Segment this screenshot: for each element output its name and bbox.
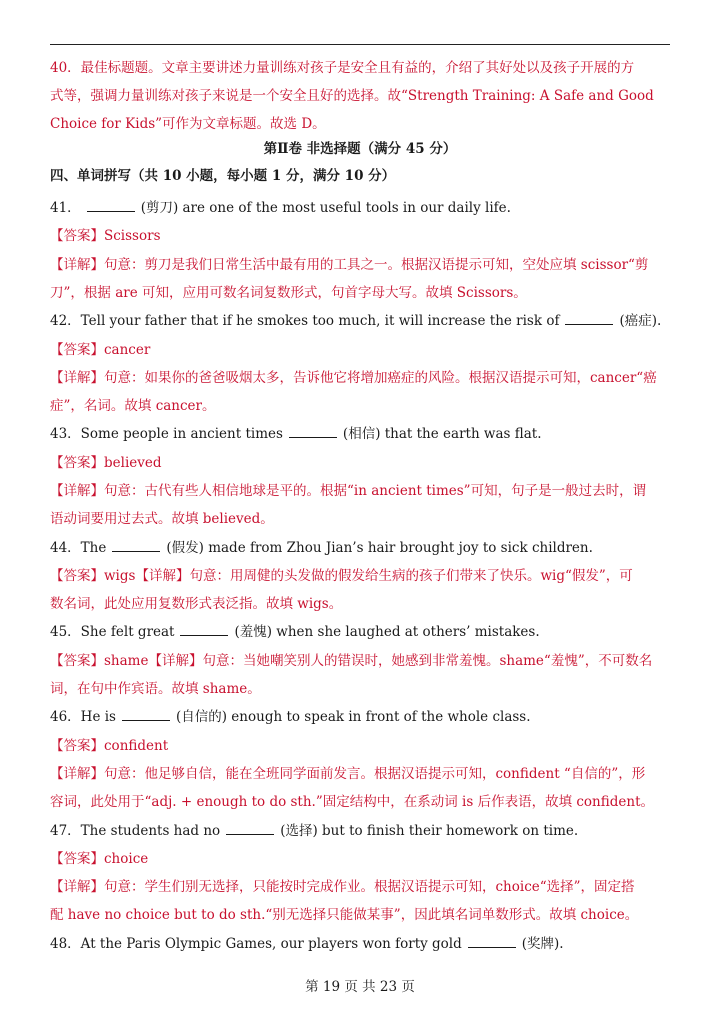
q47-blank bbox=[226, 821, 274, 835]
q42-answer: 【答案】cancer bbox=[50, 342, 151, 358]
q43-text-after: (相信) that the earth was flat. bbox=[342, 426, 542, 442]
q41-text: (剪刀) are one of the most useful tools in our daily life. bbox=[140, 200, 511, 216]
question-48 bbox=[50, 934, 670, 956]
q42-text-after: (癌症). bbox=[619, 313, 662, 329]
q46-explanation-line1: 【详解】句意：他足够自信，能在全班同学面前发言。根据汉语提示可知，confident “自信的”，形 bbox=[50, 766, 646, 782]
question-42 bbox=[50, 311, 670, 333]
q42-explanation-line1: 【详解】句意：如果你的爸爸吸烟太多，告诉他它将增加癌症的风险。根据汉语提示可知，cancer“癌 bbox=[50, 370, 657, 386]
q44-text-before: 44．The bbox=[50, 540, 107, 556]
q47-explanation-line1: 【详解】句意：学生们别无选择，只能按时完成作业。根据汉语提示可知，choice“选择”，固定搭 bbox=[50, 879, 635, 895]
q40-explanation-line3: Choice for Kids”可作为文章标题。故选 D。 bbox=[50, 116, 326, 132]
q40-explanation-line1: 40．最佳标题题。文章主要讲述力量训练对孩子是安全且有益的，介绍了其好处以及孩子开展的方 bbox=[50, 60, 635, 76]
q42-blank bbox=[565, 311, 613, 325]
q42-explanation-line2: 症”，名词。故填 cancer。 bbox=[50, 398, 216, 414]
q41-explanation-line2: 刀”，根据 are 可知，应用可数名词复数形式，句首字母大写。故填 Scissors。 bbox=[50, 285, 527, 301]
question-43 bbox=[50, 424, 670, 446]
part-title: 四、单词拼写（共 10 小题，每小题 1 分，满分 10 分） bbox=[50, 168, 396, 184]
question-47 bbox=[50, 821, 670, 843]
section-title: 第Ⅱ卷 非选择题（满分 45 分） bbox=[263, 141, 457, 157]
q43-explanation-line1: 【详解】句意：古代有些人相信地球是平的。根据“in ancient times”可知，句子是一般过去时，谓 bbox=[50, 483, 647, 499]
q43-answer: 【答案】believed bbox=[50, 455, 162, 471]
q46-answer: 【答案】confident bbox=[50, 738, 169, 754]
q44-text-after: (假发) made from Zhou Jian’s hair brought joy to sick children. bbox=[166, 540, 593, 556]
q46-explanation-line2: 容词，此处用于“adj. + enough to do sth.”固定结构中，在系动词 is 后作表语，故填 confident。 bbox=[50, 794, 654, 810]
q46-text-before: 46．He is bbox=[50, 709, 116, 725]
question-41 bbox=[50, 198, 670, 220]
q48-text-before: 48．At the Paris Olympic Games, our players won forty gold bbox=[50, 936, 462, 952]
q45-text-before: 45．She felt great bbox=[50, 624, 175, 640]
q45-explanation-line2: 词，在句中作宾语。故填 shame。 bbox=[50, 681, 261, 697]
q47-answer: 【答案】choice bbox=[50, 851, 149, 867]
q48-text-after: (奖牌). bbox=[521, 936, 564, 952]
q40-explanation-line2: 式等，强调力量训练对孩子来说是一个安全且好的选择。故“Strength Training: A Safe and Good bbox=[50, 88, 654, 104]
q41-blank bbox=[87, 198, 135, 212]
q42-text-before: 42．Tell your father that if he smokes too much, it will increase the risk of bbox=[50, 313, 560, 329]
q46-text-after: (自信的) enough to speak in front of the whole class. bbox=[175, 709, 531, 725]
q45-text-after: (羞愧) when she laughed at others’ mistakes. bbox=[234, 624, 540, 640]
q43-blank bbox=[289, 424, 337, 438]
q46-blank bbox=[122, 707, 170, 721]
header-rule bbox=[50, 44, 670, 45]
q45-blank bbox=[180, 622, 228, 636]
q44-blank bbox=[112, 538, 160, 552]
q44-explanation-line1: 【答案】wigs【详解】句意：用周健的头发做的假发给生病的孩子们带来了快乐。wig“假发”，可 bbox=[50, 568, 633, 584]
q41-explanation-line1: 【详解】句意：剪刀是我们日常生活中最有用的工具之一。根据汉语提示可知，空处应填 scissor“剪 bbox=[50, 257, 649, 273]
q41-number: 41． bbox=[50, 200, 81, 216]
q43-explanation-line2: 语动词要用过去式。故填 believed。 bbox=[50, 511, 274, 527]
q47-text-after: (选择) but to finish their homework on time. bbox=[280, 823, 579, 839]
question-44 bbox=[50, 538, 670, 560]
q47-text-before: 47．The students had no bbox=[50, 823, 221, 839]
q47-explanation-line2: 配 have no choice but to do sth.“别无选择只能做某事”，因此填名词单数形式。故填 choice。 bbox=[50, 907, 639, 923]
q48-blank bbox=[468, 934, 516, 948]
question-46 bbox=[50, 707, 670, 729]
q41-answer: 【答案】Scissors bbox=[50, 228, 161, 244]
q43-text-before: 43．Some people in ancient times bbox=[50, 426, 283, 442]
q44-explanation-line2: 数名词，此处应用复数形式表泛指。故填 wigs。 bbox=[50, 596, 343, 612]
q45-explanation-line1: 【答案】shame【详解】句意：当她嘲笑别人的错误时，她感到非常羞愧。shame“羞愧”，不可数名 bbox=[50, 653, 653, 669]
page-footer: 第 19 页 共 23 页 bbox=[305, 979, 415, 995]
question-45 bbox=[50, 622, 670, 644]
